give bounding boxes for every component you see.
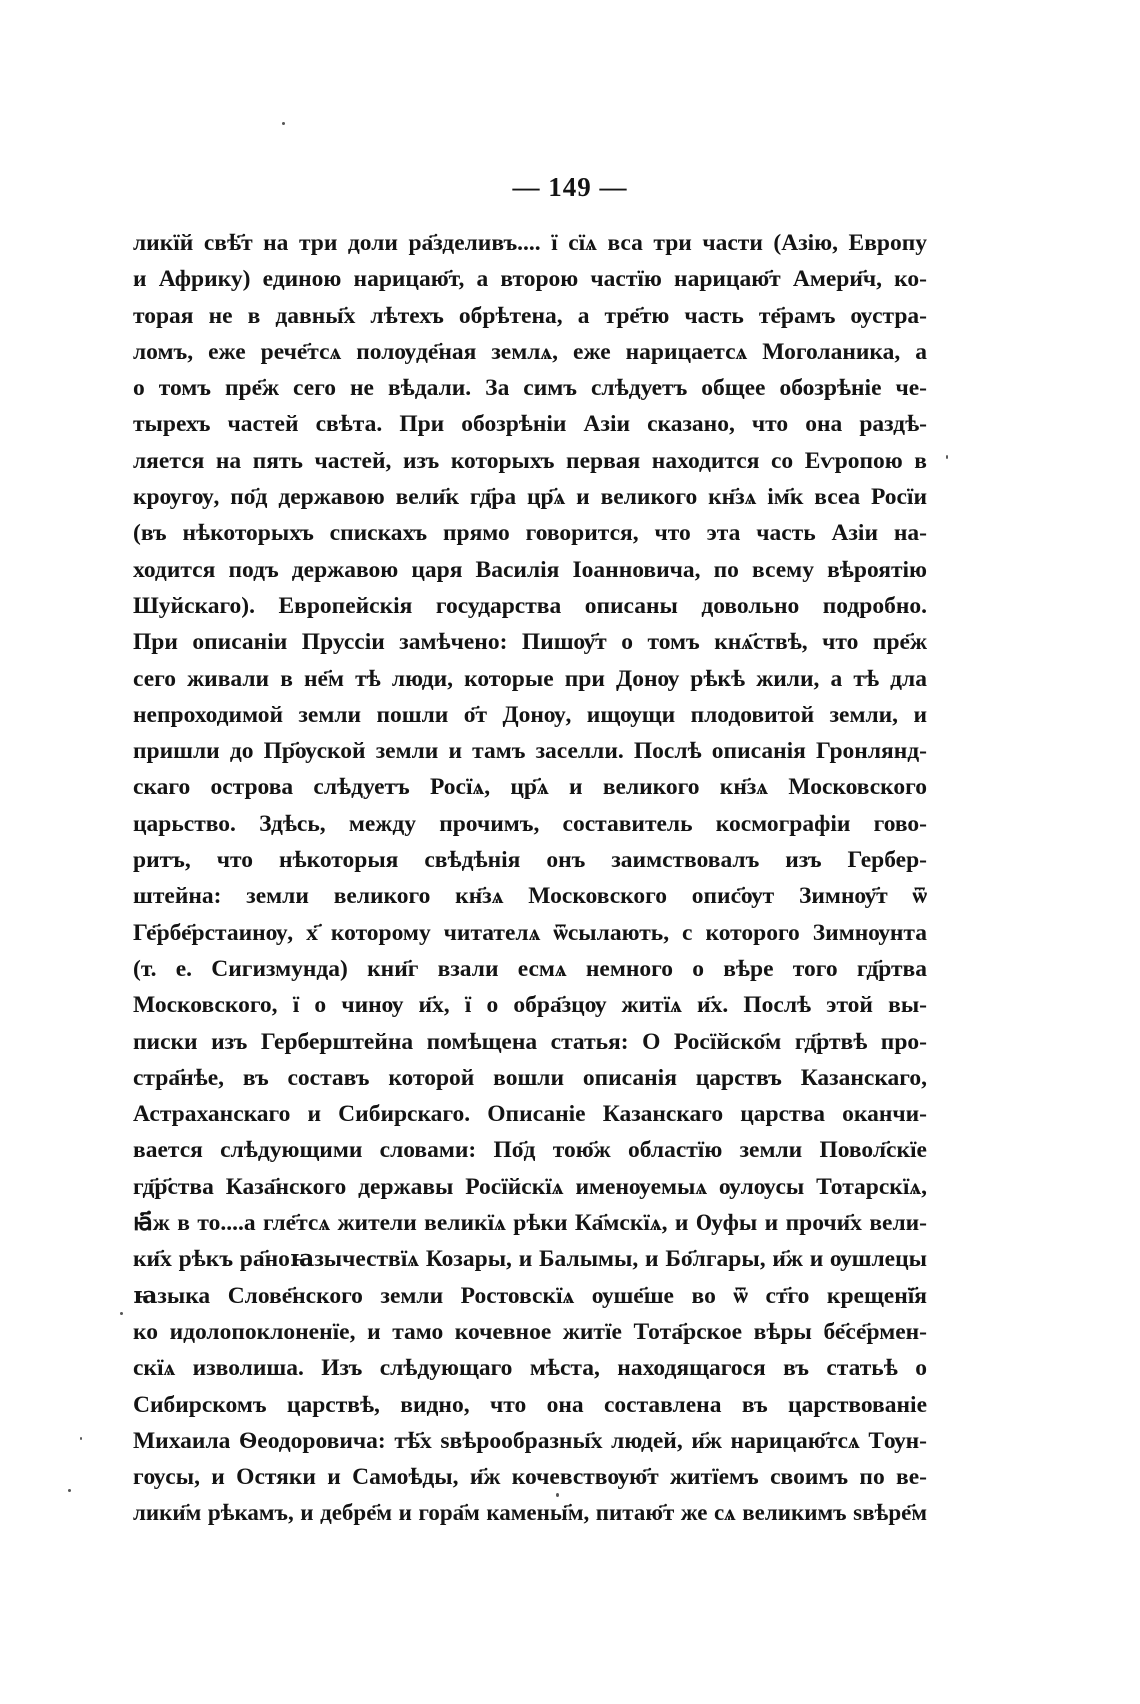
text-line: пришли до Пр҃ѹской земли и тамъ заселли. Послѣ описанія Гронлянд- [133,738,927,765]
text-line: скаго острова слѣдуетъ Росїѧ, цр҃ѧ и великого кн҃зѧ Московского [133,774,927,801]
text-line: штейна: земли великого кн҃зѧ Московского опис҃ѹт Зимнѹ҃т ѿ [133,883,927,910]
text-line: ки҃х рѣкъ ра҃ноꙗзычествїѧ Козары, и Балымы, и Бо҃лгары, и҃ж и ѹшлецы [133,1246,927,1273]
text-line: Шуйскаго). Европейскія государства описаны довольно подробно. [133,592,927,619]
text-line: ликїй свѣ҃т на три доли ра҃зделивъ.... ї сїѧ вса три части (Азію, Европу [133,230,927,256]
text-line: ляется на пять частей, изъ которыхъ первая находится со Еѵропою в [133,447,927,474]
text-line: При описаніи Пруссіи замѣчено: Пишѹ҃т о томъ кнѧ҃ствѣ, что пре҃ж [133,629,927,656]
text-line: ритъ, что нѣкоторыя свѣдѣнія онъ заимствовалъ изъ Гербер- [133,847,927,874]
text-line: гд҃р҃ства Каза҃нского державы Росїйскїѧ именѹемыѧ ѹлѹсы Тотарскїѧ, [133,1173,927,1200]
text-line: Ге҃рбе҃рстаинѹ, х҃ которому читателѧ ѿсылають, с которого Зимнѹнта [133,919,927,946]
text-line: гѹсы, и Остяки и Самоѣды, и҃ж кочевствѹю҃т житїемъ своимъ по ве- [133,1464,927,1491]
text-line: лики҃м рѣкамъ, и дебре҃м и гора҃м камены҃м, питаю҃т же сѧ великимъ ѕвѣре҃м [133,1500,927,1526]
text-line: (т. е. Сигизмунда) кни҃г взали есмѧ немного о вѣре того гд҃ртва [133,955,927,982]
text-line: царьство. Здѣсь, между прочимъ, составитель космографіи гово- [133,810,927,837]
page-number: — 149 — [512,172,628,202]
text-line: (въ нѣкоторыхъ спискахъ прямо говорится, что эта часть Азіи на- [133,520,927,547]
text-line: ꙗ҃ж в то....а гле҃тсѧ жители великїѧ рѣки Ка҃мскїѧ, и Ѹфы и прочи҃х вели- [133,1210,927,1237]
scan-speck [120,1312,123,1315]
text-line: писки изъ Герберштейна помѣщена статья: О Росїйско҃м гд҃ртвѣ про- [133,1028,927,1055]
text-line: непроходимой земли пошли о҃т Донѹ, ищѹщи плодовитой земли, и [133,701,927,728]
text-line: вается слѣдующими словами: По҃д тою҃ж областїю земли Повол҃скїе [133,1137,927,1164]
text-line: ломъ, еже рече҃тсѧ полѹде҃ная землѧ, еже нарицаетсѧ Моголаника, а [133,338,927,365]
text-line: крѹгѹ, по҃д державою вели҃к гд҃ра цр҃ѧ и великого кн҃зѧ ім҃к всеа Росїи [133,484,927,511]
text-line: ходится подъ державою царя Василія Іоанновича, по всему вѣроятію [133,556,927,583]
text-line: Сибирскомъ царствѣ, видно, что она составлена въ царствованіе [133,1391,927,1418]
body-text [133,225,927,1532]
scan-speck [282,122,285,125]
text-line: и Африку) единою нарицаю҃т, а второю частїю нарицаю҃т Амери҃ч, ко- [133,266,927,293]
text-line: о томъ пре҃ж сего не вѣдали. За симъ слѣдуетъ общее обозрѣніе че- [133,375,927,402]
text-line: сего живали в не҃м тѣ люди, которые при Донѹ рѣкѣ жили, а тѣ дла [133,665,927,692]
scan-speck [68,1489,71,1492]
scan-speck [556,1493,559,1497]
scan-speck [946,455,948,459]
text-line: Московского, ї о чинѹ и҃х, ї о обра҃зцѹ житїѧ и҃х. Послѣ этой вы- [133,992,927,1019]
scan-speck [80,1437,82,1440]
text-line: Михаила Ѳеодоровича: тѣ҃х ѕвѣрообразны҃х людей, и҃ж нарицаю҃тсѧ Тѹн- [133,1427,927,1454]
text-line: Астраханскаго и Сибирскаго. Описаніе Казанскаго царства оканчи- [133,1101,927,1128]
text-line: ко идолопоклоненїе, и тамо кочевное житїе Тота҃рское вѣры бе҃се҃рмен- [133,1318,927,1345]
text-line: стра҃нѣе, въ составъ которой вошли описанія царствъ Казанскаго, [133,1064,927,1091]
text-line: скїѧ изволиша. Изъ слѣдующаго мѣста, находящагося въ статьѣ о [133,1355,927,1382]
text-line: ꙗзыка Слове҃нского земли Ростовскїѧ ѹше҃ше во ѿ ст҃го крещенї҃я [133,1282,927,1309]
text-line: тырехъ частей свѣта. При обозрѣніи Азіи сказано, что она раздѣ- [133,411,927,438]
text-line: торая не в давны҃х лѣтехъ обрѣтена, а тре҃тю часть те҃рамъ ѹстра- [133,302,927,329]
